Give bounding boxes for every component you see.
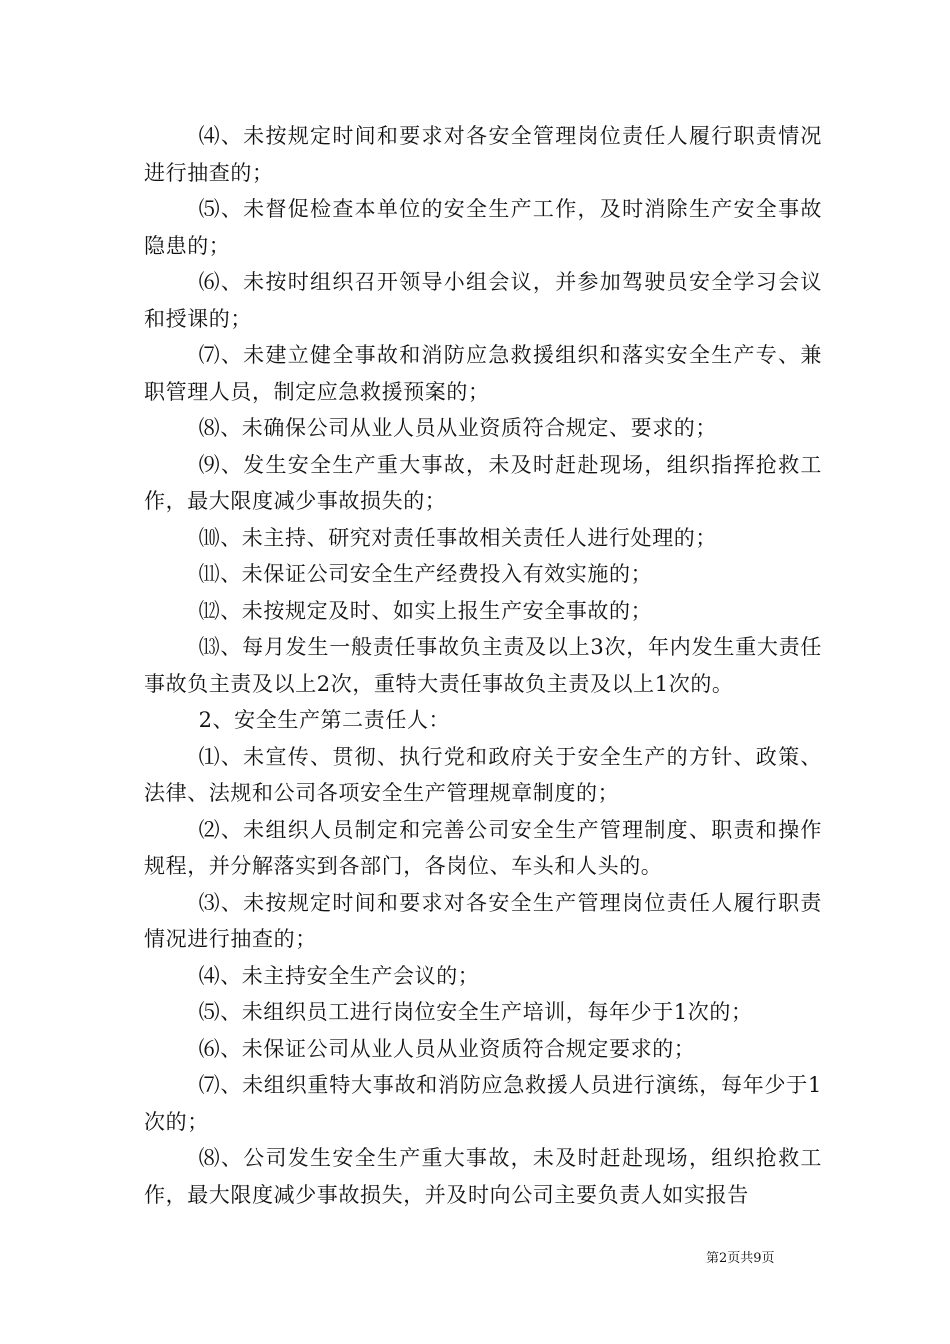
paragraph: ⑻、未确保公司从业人员从业资质符合规定、要求的； — [198, 416, 717, 440]
paragraph: ⑻、公司发生安全生产重大事故，未及时赶赴现场，组织抢救工作，最大限度减少事故损失，并及时向公司主要负责人如实报告 — [144, 1146, 822, 1207]
paragraph: ⑼、发生安全生产重大事故，未及时赶赴现场，组织指挥抢救工作，最大限度减少事故损失的； — [144, 452, 822, 513]
paragraph: ⑽、未主持、研究对责任事故相关责任人进行处理的； — [198, 525, 717, 550]
paragraph: ⑺、未建立健全事故和消防应急救援组织和落实安全生产专、兼职管理人员，制定应急救援预案的； — [144, 343, 822, 404]
paragraph: ⑾、未保证公司安全生产经费投入有效实施的； — [198, 562, 653, 586]
paragraph: ⑸、未督促检查本单位的安全生产工作，及时消除生产安全事故隐患的； — [144, 197, 822, 258]
section-heading: 2、安全生产第二责任人： — [198, 708, 451, 732]
paragraph: ⒀、每月发生一般责任事故负主责及以上3次，年内发生重大责任事故负主责及以上2次，重特大责任事故负主责及以上1次的。 — [144, 635, 822, 696]
paragraph: ⑺、未组织重特大事故和消防应急救援人员进行演练，每年少于1次的； — [144, 1073, 822, 1134]
page-number: 第2页共9页 — [706, 1251, 775, 1266]
paragraph: ⑿、未按规定及时、如实上报生产安全事故的； — [198, 598, 653, 623]
paragraph: ⑹、未按时组织召开领导小组会议，并参加驾驶员安全学习会议和授课的； — [144, 270, 822, 331]
document-body — [144, 118, 822, 1213]
paragraph: ⑴、未宣传、贯彻、执行党和政府关于安全生产的方针、政策、法律、法规和公司各项安全生产管理规章制度的； — [144, 744, 822, 805]
paragraph: ⑶、未按规定时间和要求对各安全生产管理岗位责任人履行职责情况进行抽查的； — [144, 890, 822, 951]
paragraph: ⑹、未保证公司从业人员从业资质符合规定要求的； — [198, 1036, 696, 1061]
paragraph: ⑸、未组织员工进行岗位安全生产培训，每年少于1次的； — [198, 1000, 753, 1024]
paragraph: ⑷、未主持安全生产会议的； — [198, 963, 480, 988]
paragraph: ⑵、未组织人员制定和完善公司安全生产管理制度、职责和操作规程，并分解落实到各部门，各岗位、车头和人头的。 — [144, 817, 822, 878]
paragraph: ⑷、未按规定时间和要求对各安全管理岗位责任人履行职责情况进行抽查的； — [144, 124, 822, 185]
